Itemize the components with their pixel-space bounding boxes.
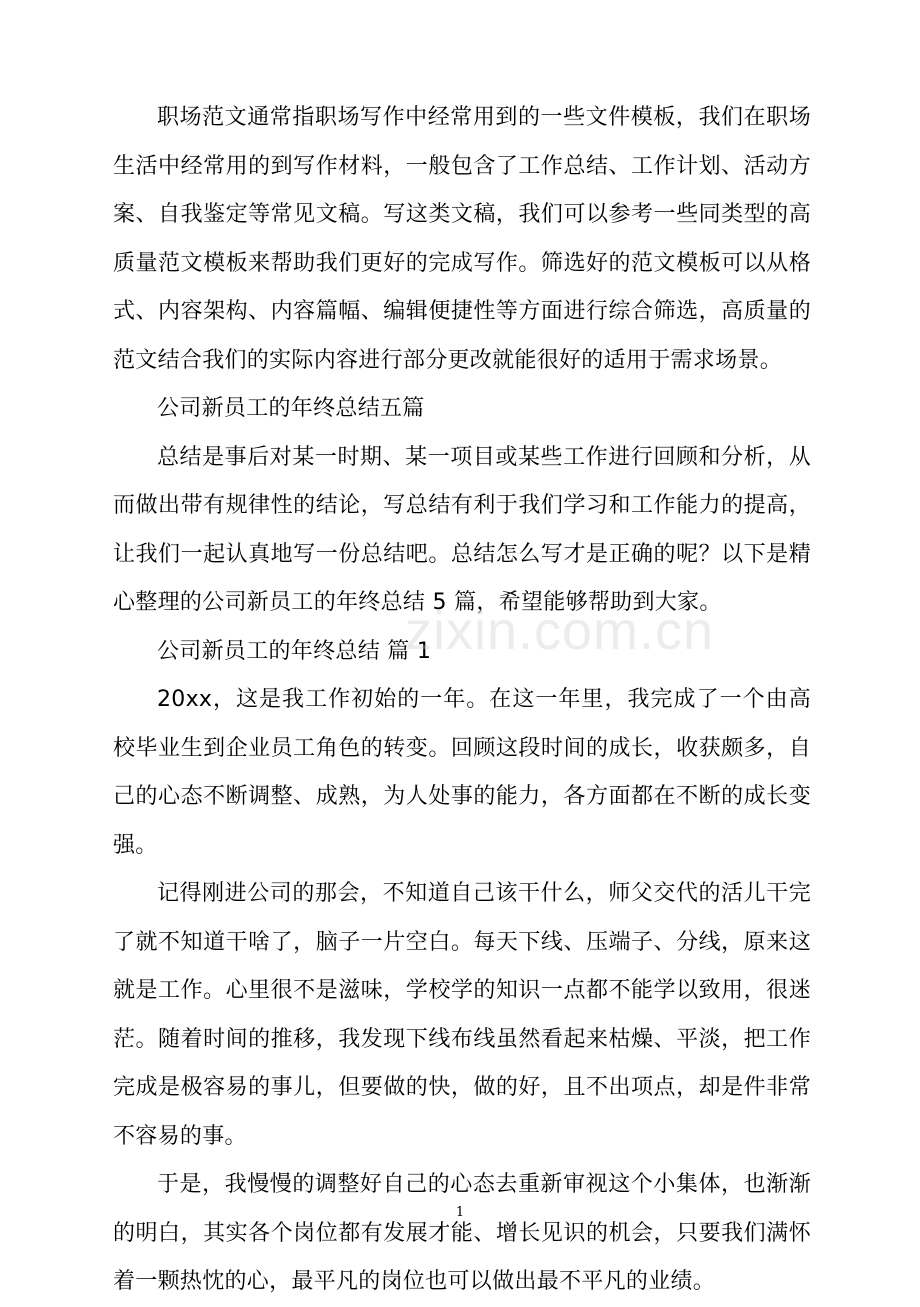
watermark: zixin.com.cn <box>405 601 715 661</box>
body-paragraph-3: 于是，我慢慢的调整好自己的心态去重新审视这个小集体，也渐渐的明白，其实各个岗位都有发展才能、增长见识的机会，只要我们满怀着一颗热忱的心，最平凡的岗位也可以做出最不平凡的业绩。 <box>113 1172 811 1294</box>
document-body <box>113 94 811 1307</box>
section-heading-1: 公司新员工的年终总结 篇 1 <box>157 638 432 664</box>
summary-intro-paragraph: 总结是事后对某一时期、某一项目或某些工作进行回顾和分析，从而做出带有规律性的结论，写总结有利于我们学习和工作能力的提高，让我们一起认真地写一份总结吧。总结怎么写才是正确的呢？以下是精心整理的公司新员工的年终总结 5 篇，希望能够帮助到大家。 <box>113 444 811 615</box>
page-number: 1 <box>455 1205 465 1220</box>
body-paragraph-2: 记得刚进公司的那会，不知道自己该干什么，师父交代的活儿干完了就不知道干啥了，脑子一片空白。每天下线、压端子、分线，原来这就是工作。心里很不是滋味，学校学的知识一点都不能学以致用，很迷茫。随着时间的推移，我发现下线布线虽然看起来枯燥、平淡，把工作完成是极容易的事儿，但要做的快，做的好，且不出项点，却是件非常不容易的事。 <box>113 881 811 1149</box>
intro-paragraph: 职场范文通常指职场写作中经常用到的一些文件模板，我们在职场生活中经常用的到写作材料，一般包含了工作总结、工作计划、活动方案、自我鉴定等常见文稿。写这类文稿，我们可以参考一些同类型的高质量范文模板来帮助我们更好的完成写作。筛选好的范文模板可以从格式、内容架构、内容篇幅、编辑便捷性等方面进行综合筛选，高质量的范文结合我们的实际内容进行部分更改就能很好的适用于需求场景。 <box>113 105 811 373</box>
document-title: 公司新员工的年终总结五篇 <box>157 396 425 421</box>
body-paragraph-1: 20xx，这是我工作初始的一年。在这一年里，我完成了一个由高校毕业生到企业员工角色的转变。回顾这段时间的成长，收获颇多，自己的心态不断调整、成熟，为人处事的能力，各方面都在不断的成长变强。 <box>113 687 811 858</box>
